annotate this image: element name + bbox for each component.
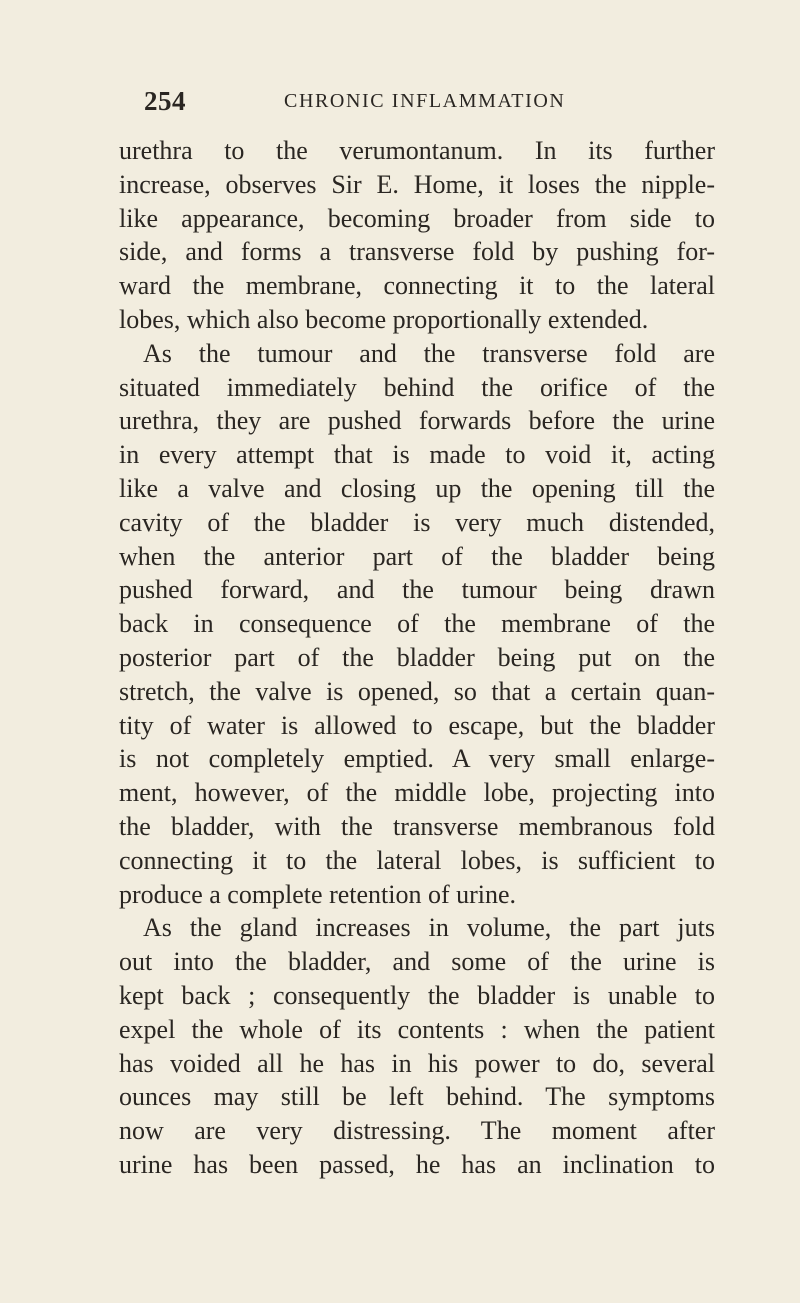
text-line: like a valve and closing up the opening till the: [119, 473, 715, 503]
text-line: situated immediately behind the orifice of the: [119, 372, 715, 402]
text-line: connecting it to the lateral lobes, is sufficient to: [119, 845, 715, 875]
running-title: CHRONIC INFLAMMATION: [284, 90, 566, 112]
text-line: lobes, which also become proportionally extended.: [119, 304, 649, 334]
text-line: ment, however, of the middle lobe, projecting into: [119, 778, 715, 808]
text-line: kept back ; consequently the bladder is unable to: [119, 980, 715, 1010]
text-line: produce a complete retention of urine.: [119, 879, 517, 909]
text-line: expel the whole of its contents : when the patient: [119, 1014, 715, 1044]
text-line: urethra, they are pushed forwards before the urine: [119, 406, 715, 436]
text-line: ounces may still be left behind. The symptoms: [119, 1082, 715, 1112]
text-line: ward the membrane, connecting it to the lateral: [119, 271, 715, 301]
text-line: side, and forms a transverse fold by pushing for-: [119, 237, 715, 267]
text-line: like appearance, becoming broader from side to: [119, 203, 715, 233]
text-line: in every attempt that is made to void it, acting: [119, 440, 715, 470]
text-line: back in consequence of the membrane of the: [119, 609, 715, 639]
text-line: posterior part of the bladder being put on the: [119, 642, 715, 672]
paragraph-first-line: As the gland increases in volume, the part juts: [143, 913, 715, 943]
text-line: has voided all he has in his power to do, several: [119, 1048, 715, 1078]
text-line: now are very distressing. The moment after: [119, 1116, 715, 1146]
running-head: [144, 86, 586, 122]
page-number: 254: [144, 86, 186, 116]
text-line: increase, observes Sir E. Home, it loses the nipple-: [119, 169, 715, 199]
text-line: stretch, the valve is opened, so that a certain quan-: [119, 676, 715, 706]
text-line: out into the bladder, and some of the urine is: [119, 947, 715, 977]
text-line: urine has been passed, he has an inclination to: [119, 1149, 715, 1179]
text-line: pushed forward, and the tumour being drawn: [119, 575, 715, 605]
body-text: [119, 134, 715, 1182]
text-line: cavity of the bladder is very much distended,: [119, 507, 715, 537]
text-line: urethra to the verumontanum. In its further: [119, 136, 715, 165]
text-line: when the anterior part of the bladder being: [119, 541, 715, 571]
paragraph-first-line: As the tumour and the transverse fold are: [143, 338, 715, 368]
text-line: is not completely emptied. A very small enlarge-: [119, 744, 715, 774]
text-line: the bladder, with the transverse membranous fold: [119, 811, 715, 841]
text-line: tity of water is allowed to escape, but the bladder: [119, 710, 715, 740]
